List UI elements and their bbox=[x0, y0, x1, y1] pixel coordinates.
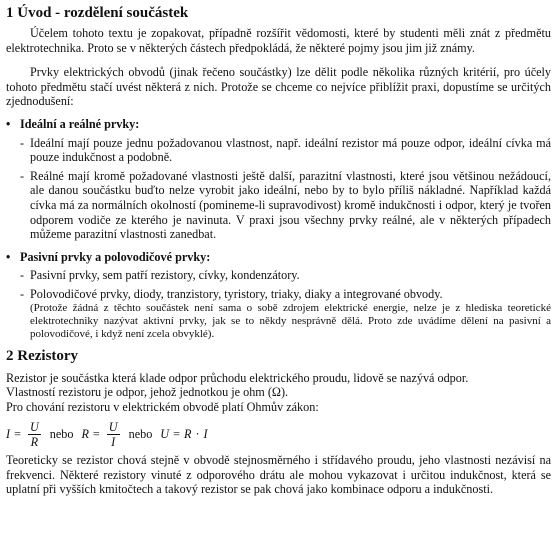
formula-var: U bbox=[160, 427, 170, 442]
section1-para1: Účelem tohoto textu je zopakovat, případně rozšířit vědomosti, které by studenti měli znát z předmětu elektrotechnika. Proto se v některých částech předpokládá, že některé pojmy jsou jim již známy. bbox=[6, 26, 551, 55]
group1-heading bbox=[6, 117, 551, 132]
formula-fraction bbox=[28, 420, 41, 449]
fraction-denominator: R bbox=[30, 435, 39, 450]
dash-mark: - bbox=[20, 268, 25, 283]
dash-mark: - bbox=[20, 168, 25, 183]
group1-heading-text: Ideální a reálné prvky: bbox=[20, 116, 140, 131]
group2-heading bbox=[6, 250, 551, 265]
fraction-numerator: U bbox=[108, 420, 118, 435]
formula-conjunction: nebo bbox=[49, 427, 74, 442]
group2-heading-text: Pasivní prvky a polovodičové prvky: bbox=[20, 249, 211, 264]
formula-var: R bbox=[81, 427, 89, 442]
section2-line1: Rezistor je součástka která klade odpor průchodu elektrického proudu, lidově se nazývá odpor. bbox=[6, 370, 469, 385]
dash-mark: - bbox=[20, 135, 25, 150]
list-item-text: Polovodičové prvky, diody, tranzistory, tyristory, triaky, diaky a integrované obvody. bbox=[30, 286, 443, 301]
section2-line2: Vlastností rezistoru je odpor, jehož jednotkou je ohm (Ω). bbox=[6, 385, 289, 400]
list-item bbox=[20, 169, 551, 242]
section1-para2: Prvky elektrických obvodů (jinak řečeno součástky) lze dělit podle několika různých kritérií, pro účely tohoto předmětu stačí uvést některá z nich. Protože se chceme co nejvíce přiblížit praxi, dopustíme se určitých zjednodušení: bbox=[6, 65, 551, 109]
list-item-text: Pasivní prvky, sem patří rezistory, cívky, kondenzátory. bbox=[30, 268, 300, 283]
group1-list bbox=[6, 136, 551, 242]
section2-title: 2 Rezistory bbox=[6, 347, 79, 364]
bullet-mark: • bbox=[6, 249, 11, 264]
formula-eq: = bbox=[14, 427, 21, 442]
list-item-text: Ideální mají pouze jednu požadovanou vlastnost, např. ideální rezistor má pouze odpor, ideální cívka má pouze indukčnost a podobně. bbox=[30, 135, 551, 165]
group2-list bbox=[6, 268, 551, 340]
bullet-mark: • bbox=[6, 116, 11, 131]
section2-para: Teoreticky se rezistor chová stejně v obvodě stejnosměrného i střídavého proudu, jeho vlastnosti nezávisí na frekvenci. Některé rezistory vinuté z odporového drátu ale mohou vykazovat i určitou indukčnost, která se uplatní při vyšších kmitočtech a takový rezistor se pak chová jako kombinace odporu a indukčnosti. bbox=[6, 453, 551, 497]
formula-var: I bbox=[6, 427, 11, 442]
list-item-text: Reálné mají kromě požadované vlastnosti ještě další, parazitní vlastnosti, které jsou většinou nežádoucí, ale danou součástku buďto nelze vyrobit jako ideální, nebo by to bylo příliš nákladné. Například každá cívka má za normálních okolností (pomineme-li supravodivost) kromě indukčnosti i odpor, který je tvořen odporem vodiče ze kterého je navinuta. V praxi jsou všechny prvky reálné, ale v některých případech můžeme parazitní vlastnosti zanedbat. bbox=[30, 168, 551, 242]
formula-eq: = bbox=[92, 427, 100, 442]
formula-eq: = bbox=[173, 427, 180, 442]
ohms-law-formula bbox=[6, 420, 551, 449]
fraction-numerator: U bbox=[29, 420, 39, 435]
list-item bbox=[20, 136, 551, 165]
list-item-note: (Protože žádná z těchto součástek není sama o sobě zdrojem elektrické energie, nelze je z hlediska teoretické elektrotechniky nazývat aktivní prvky, jak se to někdy nesprávně dělá. Proto zde uvádíme dělení na pasivní a polovodičové, i když není zcela obvyklé). bbox=[30, 301, 551, 340]
section2-line3: Pro chování rezistoru v elektrickém obvodě platí Ohmův zákon: bbox=[6, 399, 319, 414]
list-item bbox=[20, 287, 551, 341]
formula-var: R bbox=[183, 427, 192, 442]
formula-var: I bbox=[203, 427, 208, 442]
formula-dot: · bbox=[195, 427, 200, 442]
section1-title: 1 Úvod - rozdělení součástek bbox=[6, 5, 189, 21]
fraction-denominator: I bbox=[111, 435, 116, 450]
formula-conjunction: nebo bbox=[128, 427, 153, 442]
formula-fraction bbox=[107, 420, 120, 449]
list-item bbox=[20, 268, 551, 283]
dash-mark: - bbox=[20, 286, 25, 301]
